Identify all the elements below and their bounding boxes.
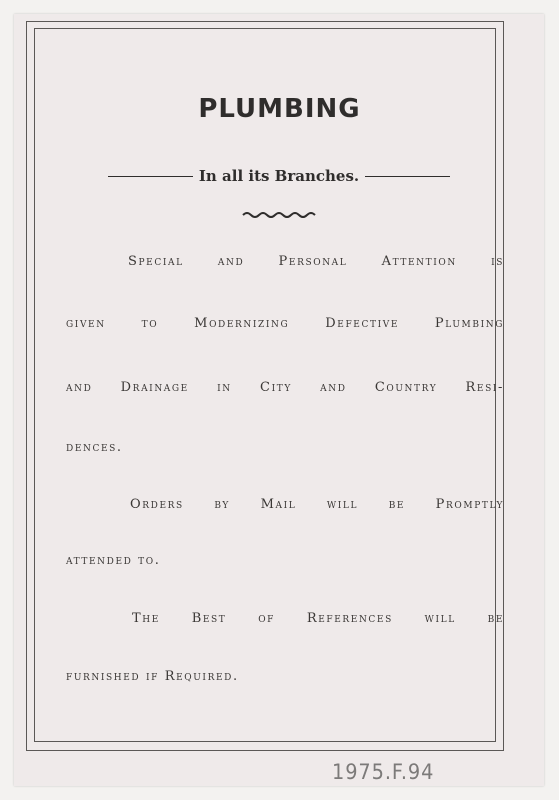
paragraph-2-line-1: Orders by Mail will be Promptly [130, 497, 504, 512]
paragraph-1-line-2: given to Modernizing Defective Plumbing [66, 316, 504, 331]
paragraph-3-line-1: The Best of References will be [132, 611, 504, 626]
paragraph-1-line-4: dences. [66, 440, 123, 455]
catalog-number: 1975.F.94 [332, 760, 435, 784]
subtitle-row [108, 166, 450, 186]
subtitle-rule-right [365, 176, 450, 177]
paragraph-3-line-2: furnished if Required. [66, 669, 239, 684]
paragraph-1-line-1: Special and Personal Attention is [128, 254, 504, 269]
subtitle-rule-left [108, 176, 193, 177]
wave-ornament-icon [241, 208, 319, 222]
paragraph-1-line-3: and Drainage in City and Country Resi- [66, 380, 504, 395]
card-subtitle: In all its Branches. [198, 167, 360, 185]
paragraph-2-line-2: attended to. [66, 553, 161, 568]
card-title: PLUMBING [198, 94, 361, 124]
